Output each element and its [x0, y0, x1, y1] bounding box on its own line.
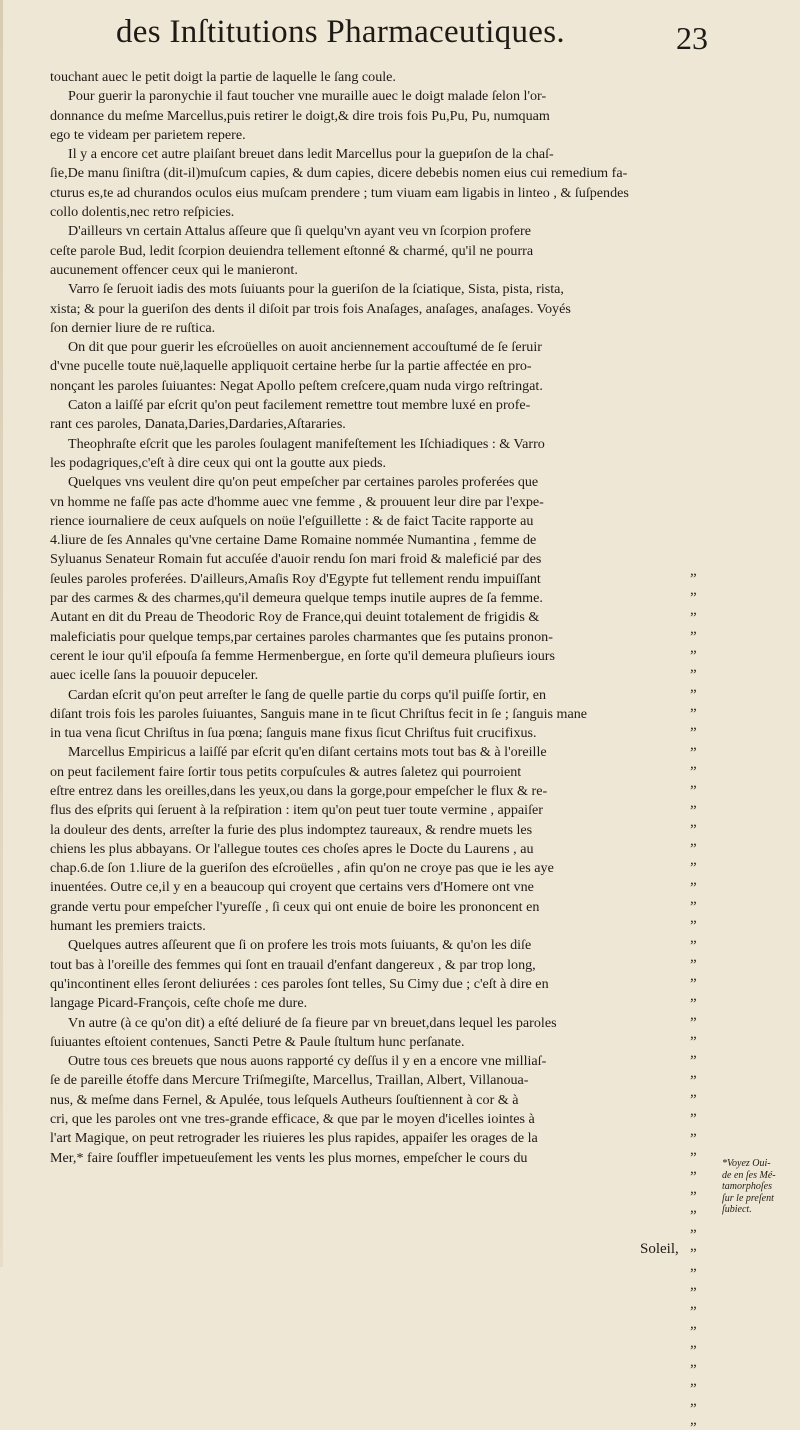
- page-number: 23: [676, 20, 708, 56]
- catchword: Soleil,: [640, 1241, 679, 1257]
- text-line: donnance du meſme Marcellus,puis retirer le doigt,& dire trois fois Pu,Pu, Pu, numquam: [50, 107, 550, 124]
- text-line: ego te videam per parietem repere.: [50, 126, 246, 143]
- text-line: On dit que pour guerir les eſcroüelles on auoit anciennement accouſtumé de ſe ſeruir: [68, 339, 542, 356]
- text-line: Vn autre (à ce qu'on dit) a eſté deliuré de ſa fieure par vn breuet,dans lequel les paroles: [68, 1014, 557, 1031]
- text-line: par des carmes & des charmes,qu'il demeura quelque temps inutile aupres de ſa femme.: [50, 590, 543, 607]
- text-line: cturus es,te ad churandos oculos eius muſcam prendere ; tum viuam eam ligabis in linteo , & ſuſpendes: [50, 184, 629, 201]
- text-line: rant ces paroles, Danata,Daries,Dardaries,Aſtararies.: [50, 416, 346, 433]
- text-line: Theophraſte eſcrit que les paroles ſoulagent manifeſtement les Iſchiadiques : & Varro: [68, 435, 545, 452]
- running-title: des Inſtitutions Pharmaceutiques.: [116, 14, 565, 50]
- text-line: auec icelle ſans la pouuoir depuceler.: [50, 667, 259, 684]
- text-line: humant les premiers traicts.: [50, 918, 206, 935]
- page-edge: [0, 0, 3, 1267]
- text-line: maleficiatis pour quelque temps,par certaines paroles charmantes que ſes putains pronon-: [50, 628, 553, 645]
- text-line: vn homme ne faſſe pas acte d'homme auec vne femme , & prouuent leur dire par l'expe-: [50, 493, 544, 510]
- text-line: ceſte parole Bud, ledit ſcorpion deuiendra tellement eſtonné & charmé, qu'il ne pourra: [50, 242, 534, 259]
- page-header: [108, 14, 708, 74]
- text-line: Varro ſe ſeruoit iadis des mots ſuiuants pour la gueriſon de la ſciatique, Sista, pista, rista,: [68, 281, 564, 298]
- text-line: langage Picard-François, ceſte choſe me dure.: [50, 995, 308, 1012]
- text-line: d'vne pucelle toute nuë,laquelle appliquoit certaine herbe ſur la partie affectée en pro-: [50, 358, 532, 375]
- text-line: Marcellus Empiricus a laiſſé par eſcrit qu'en diſant certains mots tout bas & à l'oreille: [68, 744, 547, 761]
- text-line: qu'incontinent elles ſeront deliurées : ces paroles ſont telles, Su Cimy due ; c'eſt à dire en: [50, 975, 549, 992]
- text-line: chiens les plus abbayans. Or l'allegue toutes ces choſes apres le Docte du Laurens , au: [50, 840, 534, 857]
- text-line: diſant trois fois les paroles ſuiuantes, Sanguis mane in te ſicut Chriſtus fecit in ſe ; ſanguis mane: [50, 705, 588, 722]
- text-line: collo dolentis,nec retro reſpicies.: [50, 204, 235, 221]
- text-line: ſon dernier liure de re ruſtica.: [50, 319, 216, 336]
- text-line: ſuiuantes eſtoient contenues, Sancti Petre & Paule ſtultum hunc perſanate.: [50, 1033, 465, 1050]
- text-line: aucunement offencer ceux qui le manieront.: [50, 261, 298, 278]
- text-line: Mer,* faire ſouffler impetueuſement les vents les plus mornes, empeſcher le cours du: [50, 1149, 528, 1166]
- margin-note: *Voyez Oui- de en ſes Mé- tamorphoſes ſur le preſent ſubiect.: [722, 1158, 776, 1215]
- text-line: xista; & pour la gueriſon des dents il diſoit par trois fois Anaſages, anaſages, anaſages. Voyés: [50, 300, 571, 317]
- text-line: D'ailleurs vn certain Attalus aſſeure que ſi quelqu'vn ayant veu vn ſcorpion profere: [68, 223, 531, 240]
- text-line: rience iournaliere de ceux auſquels on noüe l'eſguillette : & de faict Tacite rapporte au: [50, 512, 534, 529]
- text-line: ſeules paroles proferées. D'ailleurs,Amaſis Roy d'Egypte fut tellement rendu impuiſſant: [50, 570, 541, 587]
- text-line: grande vertu pour empeſcher l'yureſſe , ſi ceux qui ont enuie de boire les prononcent en: [50, 898, 540, 915]
- text-line: Quelques autres aſſeurent que ſi on profere les trois mots ſuiuants, & qu'on les diſe: [68, 937, 532, 954]
- text-line: Pour guerir la paronychie il faut toucher vne muraille auec le doigt malade ſelon l'or-: [68, 88, 547, 105]
- text-line: Quelques vns veulent dire qu'on peut empeſcher par certaines paroles proferées que: [68, 474, 539, 491]
- text-line: Outre tous ces breuets que nous auons rapporté cy deſſus il y en a encore vne milliaſ-: [68, 1053, 547, 1070]
- body-text: [50, 68, 682, 1168]
- text-line: on peut facilement faire ſortir tous petits corpuſcules & autres ſaletez qui pourroient: [50, 763, 522, 780]
- text-line: chap.6.de ſon 1.liure de la gueriſon des eſcroüelles , afin qu'on ne croye pas que ie les aye: [50, 860, 554, 877]
- text-line: in tua vena ſicut Chriſtus in ſua pœna; ſanguis mane fixus ſicut Chriſtus fuit crucifixus.: [50, 725, 537, 742]
- text-line: l'art Magique, on peut retrograder les riuieres les plus rapides, appaiſer les orages de la: [50, 1130, 538, 1147]
- text-line: ſe de pareille étoffe dans Mercure Triſmegiſte, Marcellus, Traillan, Albert, Villanoua-: [50, 1072, 529, 1089]
- text-line: nonçant les paroles ſuiuantes: Negat Apollo peſtem creſcere,quam nuda virgo reſtringat.: [50, 377, 543, 394]
- text-line: Autant en dit du Preau de Theodoric Roy de France,qui deuint totalement de frigidis &: [50, 609, 540, 626]
- text-line: touchant auec le petit doigt la partie de laquelle le ſang coule.: [50, 69, 396, 85]
- text-line: les podagriques,c'eſt à dire ceux qui ont la goutte aux pieds.: [50, 454, 386, 471]
- text-line: Caton a laiſſé par eſcrit qu'on peut facilement remettre tout membre luxé en profe-: [68, 397, 531, 414]
- text-line: Il y a encore cet autre plaiſant breuet dans ledit Marcellus pour la guериſon de la chaſ-: [68, 146, 554, 163]
- text-line: inuentées. Outre ce,il y en a beaucoup qui croyent que certains vers d'Homere ont vne: [50, 879, 534, 896]
- text-line: la douleur des dents, arreſter la furie des plus indomptez taureaux, & rendre muets les: [50, 821, 533, 838]
- text-line: eſtre entrez dans les oreilles,dans les yeux,ou dans la gorge,pour empeſcher le flux & re-: [50, 782, 548, 799]
- text-line: flus des eſprits qui ſeruent à la reſpiration : item qu'on peut tuer toute vermine , appaiſer: [50, 802, 543, 819]
- text-line: tout bas à l'oreille des femmes qui ſont en trauail d'enfant dangereux , & par trop long,: [50, 956, 536, 973]
- marginal-quote-marks: „ „ „ „ „ „ „ „ „ „ „ „ „ „ „ „ „ „ „ „ „ „ „ „ „ „ „ „ „ „ „ „ „ „ „ „ „ „ „ „ „ „ „ „ „: [690, 563, 697, 1429]
- text-line: Syluanus Senateur Romain fut accuſée d'auoir rendu ſon mari froid & maleficié par des: [50, 551, 542, 568]
- text-line: cerent le iour qu'il eſpouſa ſa femme Hermenbergue, en ſorte qu'il demeura pluſieurs iours: [50, 647, 555, 664]
- text-line: ſie,De manu ſiniſtra (dit-il)muſcum capies, & dum capies, dicere debebis nomen eius cui remedium fa-: [50, 165, 628, 182]
- text-line: 4.liure de ſes Annales qu'vne certaine Dame Romaine nommée Numantina , femme de: [50, 532, 537, 549]
- text-line: Cardan eſcrit qu'on peut arreſter le ſang de quelle partie du corps qu'il puiſſe ſortir, en: [68, 686, 547, 703]
- text-line: cri, que les paroles ont vne tres-grande efficace, & que par le moyen d'icelles iointes à: [50, 1111, 535, 1128]
- text-line: nus, & meſme dans Fernel, & Apulée, tous leſquels Autheurs ſouſtiennent à cor & à: [50, 1091, 519, 1108]
